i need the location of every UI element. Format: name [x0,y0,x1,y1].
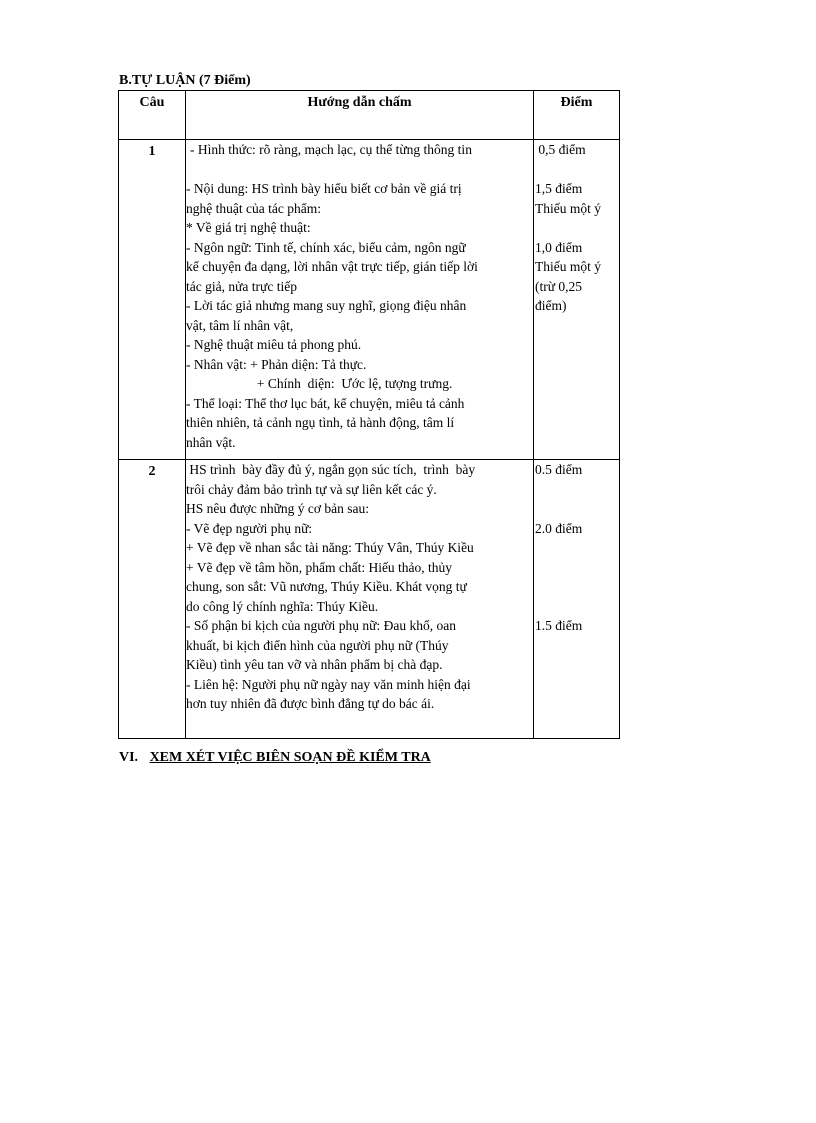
table-row-1 [119,140,620,460]
content-line: - Nhân vật: + Phản diện: Tả thực. [186,356,367,372]
grading-table [118,90,620,739]
section-vi-title: XEM XÉT VIỆC BIÊN SOẠN ĐỀ KIỂM TRA [149,750,431,765]
score-line: 1,5 điểm [535,181,583,196]
content-line: trôi chảy đảm bảo trình tự và sự liên kết các ý. [186,481,437,497]
score-line [534,480,619,500]
question-number: 2 [119,460,186,739]
content-line: - Lời tác giả nhưng mang suy nghĩ, giọng điệu nhân [186,298,467,313]
score-line [534,558,619,578]
score-line: Thiếu một ý [535,200,601,216]
score-line: 2.0 điểm [535,520,583,536]
content-line: HS trình bày đầy đủ ý, ngắn gọn súc tích, trình bày [186,462,476,477]
header-score: Điểm [534,91,620,140]
score-line [534,538,619,558]
score-line: 1,0 điểm [535,239,583,255]
content-line: thiên nhiên, tả cảnh ngụ tình, tả hành động, tâm lí [186,415,455,430]
score-line [534,577,619,597]
score-line [534,218,619,238]
score-line: điểm) [535,298,567,313]
content-line: Kiều) tình yêu tan vỡ và nhân phẩm bị chà đạp. [186,657,443,672]
content-line: - Nghệ thuật miêu tả phong phú. [186,337,362,352]
content-line: - Hình thức: rõ ràng, mạch lạc, cụ thể từng thông tin [190,142,472,157]
score-line [534,499,619,519]
guide-content-2 [186,460,534,739]
score-line: 1.5 điểm [535,618,583,633]
content-line: do công lý chính nghĩa: Thúy Kiều. [186,598,379,614]
content-line [186,160,533,180]
table-row-2 [119,460,620,739]
content-line: - Số phận bi kịch của người phụ nữ: Đau khổ, oan [186,618,456,633]
score-cell-1 [534,140,620,460]
content-line: - Liên hệ: Người phụ nữ ngày nay văn minh hiện đại [186,676,471,692]
content-line: - Thể loại: Thể thơ lục bát, kể chuyện, miêu tả cảnh [186,395,465,411]
question-number: 1 [119,140,186,460]
content-line: + Chính diện: Ước lệ, tượng trưng. [186,376,453,391]
score-line: 0,5 điểm [535,142,586,157]
content-line: - Vẽ đẹp người phụ nữ: [186,520,313,536]
score-line: 0.5 điểm [535,462,583,477]
content-line: nghệ thuật của tác phẩm: [186,200,321,216]
content-line: chung, son sắt: Vũ nương, Thúy Kiều. Khát vọng tự [186,579,467,594]
score-cell-2 [534,460,620,739]
content-line: - Nội dung: HS trình bày hiểu biết cơ bản về giá trị [186,181,462,196]
content-line: - Ngôn ngữ: Tinh tế, chính xác, biểu cảm, ngôn ngữ [186,239,466,255]
content-line: * Về giá trị nghệ thuật: [186,220,311,235]
header-question: Câu [119,91,186,140]
content-line: kể chuyện đa dạng, lời nhân vật trực tiếp, gián tiếp lời [186,259,478,274]
content-line: khuất, bi kịch điển hình của người phụ nữ (Thúy [186,637,449,653]
content-line: HS nêu được những ý cơ bản sau: [186,501,370,516]
score-line: (trừ 0,25 [535,278,583,294]
guide-content-1 [186,140,534,460]
content-line: tác giả, nửa trực tiếp [186,278,297,294]
content-line: + Vẽ đẹp về nhan sắc tài năng: Thúy Vân, Thúy Kiều [186,540,474,555]
score-line [534,160,619,180]
score-line: Thiếu một ý [535,259,601,274]
score-line [534,597,619,617]
header-guide: Hướng dẫn chấm [186,91,534,140]
section-vi-heading [119,750,431,766]
section-vi-number: VI. [119,750,139,765]
table-header-row [119,91,620,140]
section-b-title: B.TỰ LUẬN (7 Điểm) [119,73,251,88]
content-line: hơn tuy nhiên đã được bình đẳng tự do bác ái. [186,696,435,711]
content-line: vật, tâm lí nhân vật, [186,317,294,333]
content-line: + Vẽ đẹp về tâm hồn, phẩm chất: Hiếu thảo, thủy [186,559,453,575]
content-line: nhân vật. [186,434,236,450]
